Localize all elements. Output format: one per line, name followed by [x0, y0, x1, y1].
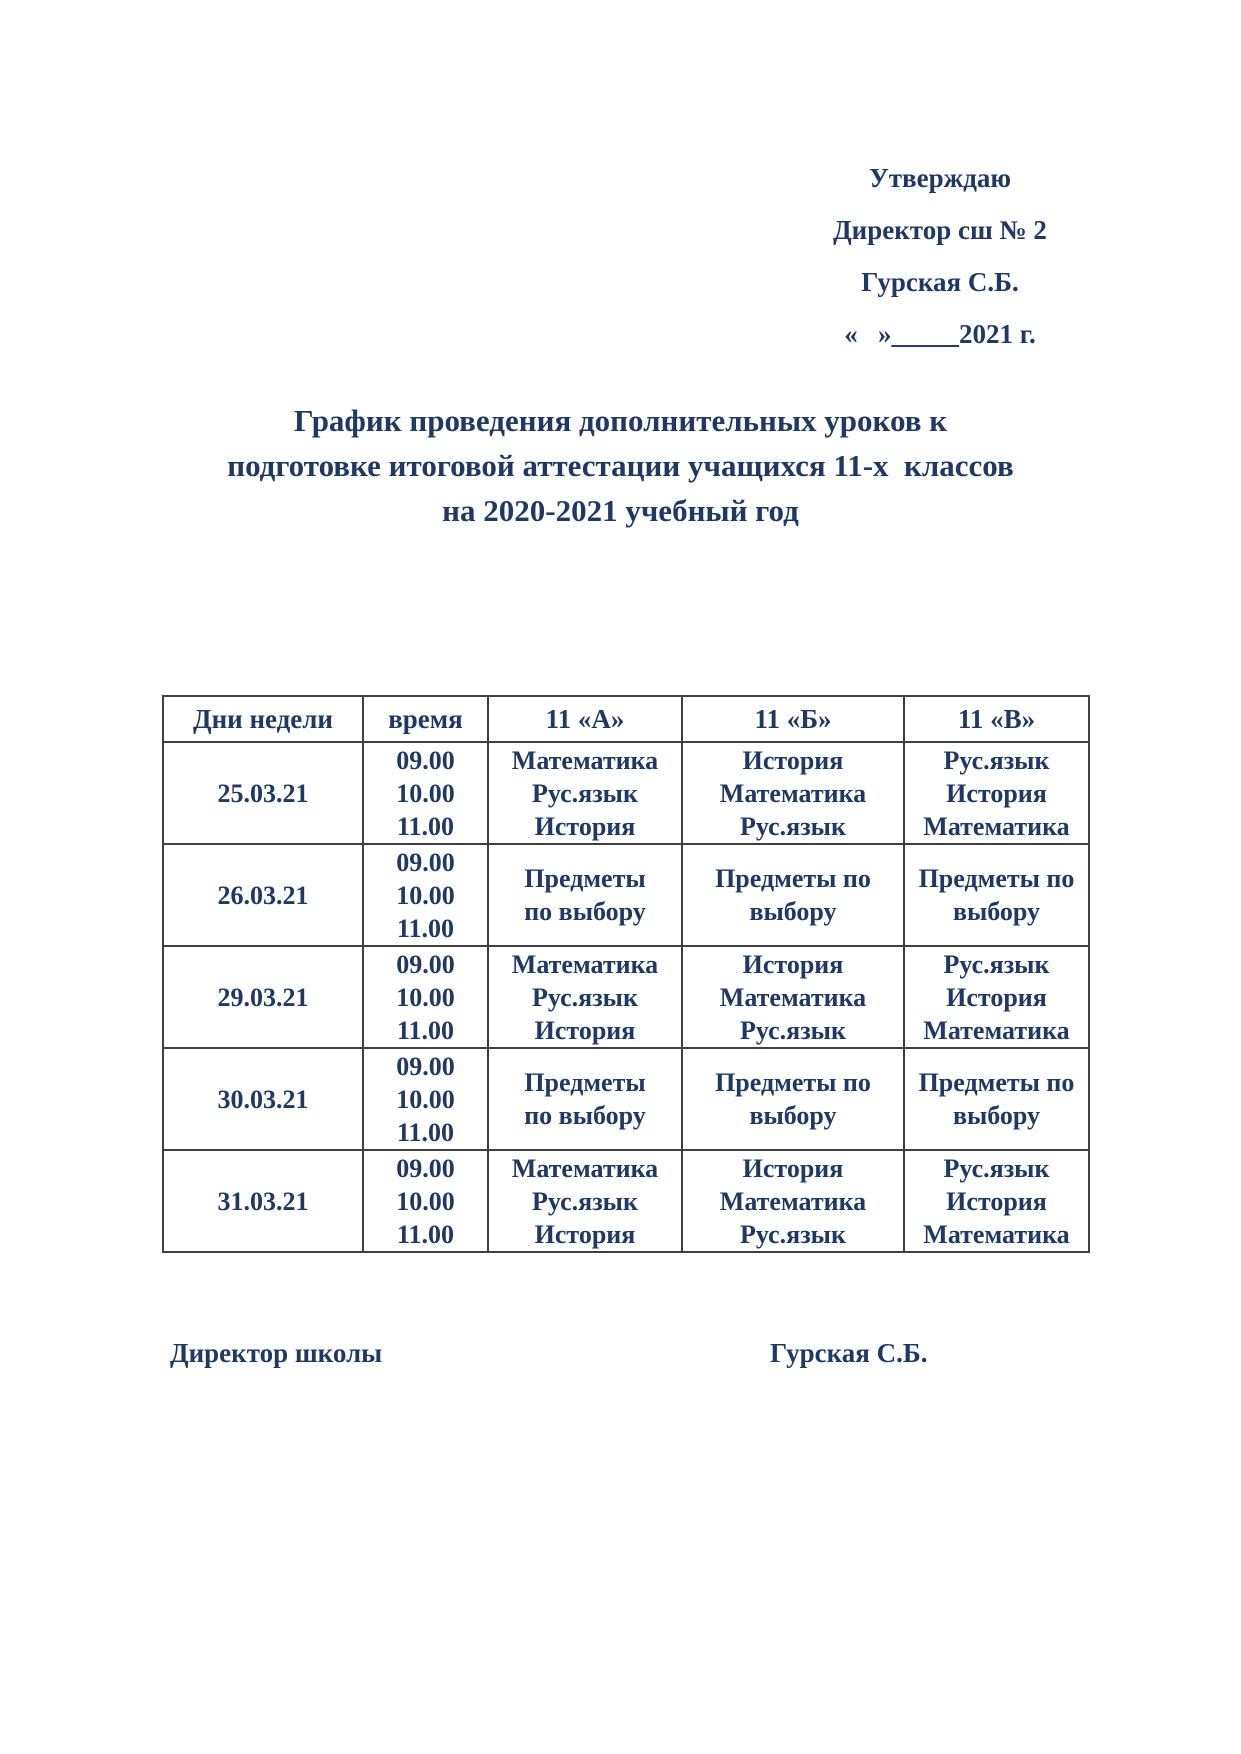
class-a-cell: Математика Рус.язык История — [488, 946, 682, 1048]
header-11v: 11 «В» — [904, 696, 1089, 742]
table-header-row — [163, 696, 1089, 742]
approval-block — [790, 152, 1090, 360]
approval-line-approve: Утверждаю — [868, 163, 1012, 193]
class-b-cell: История Математика Рус.язык — [682, 742, 904, 844]
table-row — [163, 844, 1089, 946]
class-b-cell: Предметы по выбору — [682, 844, 904, 946]
signature-role: Директор школы — [170, 1338, 383, 1368]
title-line-3: на 2020-2021 учебный год — [442, 493, 799, 528]
header-days: Дни недели — [163, 696, 363, 742]
class-b-cell: История Математика Рус.язык — [682, 946, 904, 1048]
table-row — [163, 946, 1089, 1048]
date-cell: 26.03.21 — [163, 844, 363, 946]
date-cell: 30.03.21 — [163, 1048, 363, 1150]
approval-line-date: « »_____2021 г. — [844, 319, 1036, 349]
table-row — [163, 1150, 1089, 1252]
class-a-cell: Математика Рус.язык История — [488, 742, 682, 844]
time-cell: 09.00 10.00 11.00 — [363, 1150, 488, 1252]
approval-line-director: Директор сш № 2 — [833, 215, 1047, 245]
time-cell: 09.00 10.00 11.00 — [363, 742, 488, 844]
signature-name: Гурская С.Б. — [770, 1338, 928, 1368]
date-cell: 29.03.21 — [163, 946, 363, 1048]
header-11a: 11 «А» — [488, 696, 682, 742]
time-cell: 09.00 10.00 11.00 — [363, 844, 488, 946]
date-cell: 25.03.21 — [163, 742, 363, 844]
class-v-cell: Предметы по выбору — [904, 1048, 1089, 1150]
time-cell: 09.00 10.00 11.00 — [363, 946, 488, 1048]
class-b-cell: История Математика Рус.язык — [682, 1150, 904, 1252]
title-line-2: подготовке итоговой аттестации учащихся 11-х классов — [227, 448, 1014, 483]
class-a-cell: Математика Рус.язык История — [488, 1150, 682, 1252]
class-a-cell: Предметы по выбору — [488, 1048, 682, 1150]
class-a-cell: Предметы по выбору — [488, 844, 682, 946]
date-cell: 31.03.21 — [163, 1150, 363, 1252]
class-v-cell: Рус.язык История Математика — [904, 946, 1089, 1048]
approval-line-name: Гурская С.Б. — [861, 267, 1019, 297]
class-v-cell: Рус.язык История Математика — [904, 1150, 1089, 1252]
header-11b: 11 «Б» — [682, 696, 904, 742]
class-b-cell: Предметы по выбору — [682, 1048, 904, 1150]
class-v-cell: Предметы по выбору — [904, 844, 1089, 946]
page-title — [0, 398, 1241, 533]
table-row — [163, 742, 1089, 844]
header-time: время — [363, 696, 488, 742]
schedule-table — [162, 695, 1090, 1253]
table-row — [163, 1048, 1089, 1150]
time-cell: 09.00 10.00 11.00 — [363, 1048, 488, 1150]
title-line-1: График проведения дополнительных уроков к — [293, 403, 948, 438]
class-v-cell: Рус.язык История Математика — [904, 742, 1089, 844]
